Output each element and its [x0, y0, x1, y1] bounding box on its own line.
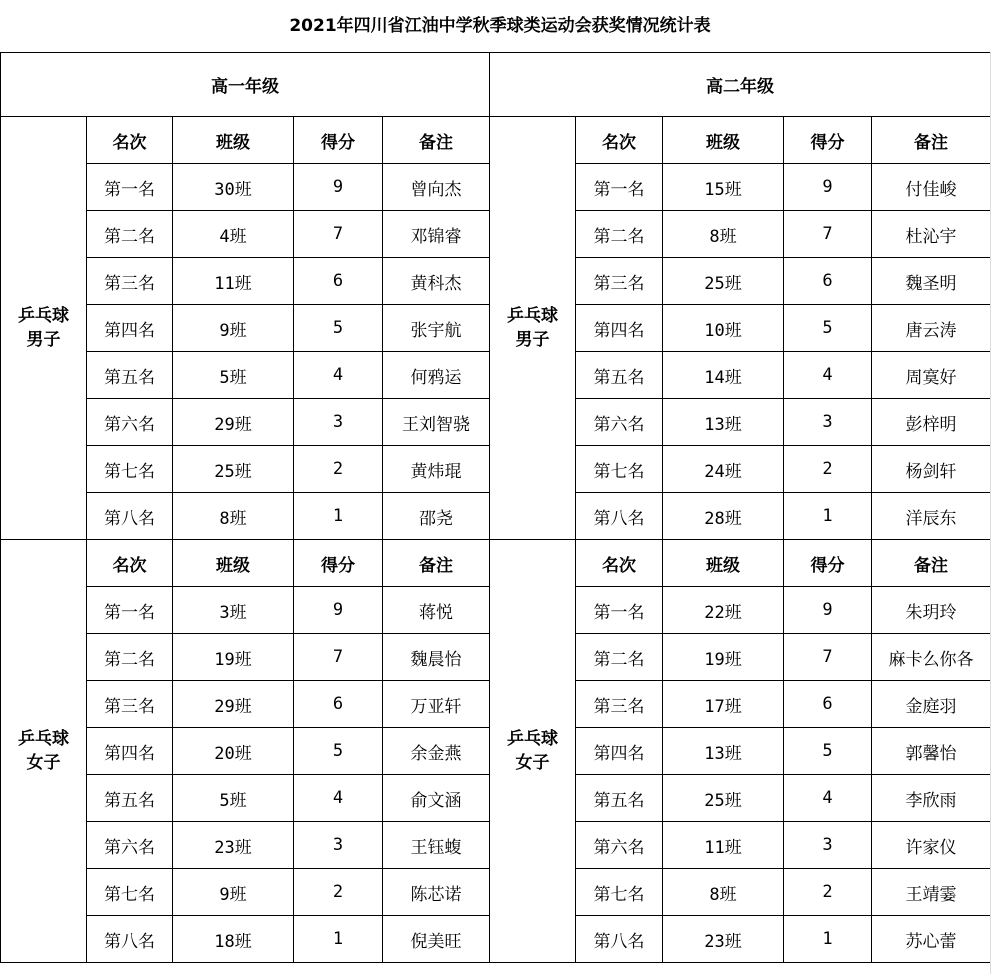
class-cell: 11班 — [173, 258, 294, 305]
note-cell: 付佳峻 — [872, 164, 991, 211]
category-label — [1, 117, 87, 540]
score-cell: 5 — [294, 728, 383, 775]
rank-cell: 第七名 — [87, 869, 173, 916]
rank-cell: 第一名 — [576, 164, 663, 211]
class-cell: 22班 — [663, 587, 784, 634]
score-cell: 7 — [294, 211, 383, 258]
note-cell: 黄炜琨 — [383, 446, 490, 493]
score-cell: 2 — [294, 869, 383, 916]
award-table — [0, 52, 991, 963]
rank-cell: 第三名 — [576, 681, 663, 728]
class-cell: 24班 — [663, 446, 784, 493]
rank-cell: 第五名 — [87, 775, 173, 822]
grade-header-row — [1, 53, 991, 117]
score-cell: 1 — [294, 916, 383, 963]
rank-cell: 第四名 — [87, 305, 173, 352]
note-cell: 洋辰东 — [872, 493, 991, 540]
score-cell: 9 — [784, 587, 872, 634]
score-cell: 9 — [784, 164, 872, 211]
class-header: 班级 — [173, 540, 294, 587]
rank-cell: 第四名 — [576, 728, 663, 775]
score-cell: 4 — [784, 352, 872, 399]
note-cell: 俞文涵 — [383, 775, 490, 822]
class-cell: 8班 — [173, 493, 294, 540]
rank-cell: 第三名 — [87, 681, 173, 728]
note-cell: 麻卡么你各 — [872, 634, 991, 681]
class-cell: 8班 — [663, 869, 784, 916]
rank-cell: 第六名 — [576, 822, 663, 869]
note-cell: 王钰蝮 — [383, 822, 490, 869]
score-cell: 6 — [784, 258, 872, 305]
rank-header: 名次 — [87, 117, 173, 164]
score-header: 得分 — [294, 117, 383, 164]
note-cell: 王靖霎 — [872, 869, 991, 916]
score-cell: 7 — [784, 211, 872, 258]
score-cell: 1 — [294, 493, 383, 540]
score-cell: 2 — [784, 869, 872, 916]
note-cell: 何鸦运 — [383, 352, 490, 399]
class-cell: 17班 — [663, 681, 784, 728]
score-cell: 2 — [784, 446, 872, 493]
note-cell: 倪美旺 — [383, 916, 490, 963]
score-header: 得分 — [784, 540, 872, 587]
note-cell: 曾向杰 — [383, 164, 490, 211]
category-sport: 乒乓球 — [18, 729, 69, 749]
rank-cell: 第五名 — [87, 352, 173, 399]
class-cell: 29班 — [173, 681, 294, 728]
page-title: 2021年四川省江油中学秋季球类运动会获奖情况统计表 — [289, 16, 711, 36]
note-cell: 邓锦睿 — [383, 211, 490, 258]
note-cell: 黄科杰 — [383, 258, 490, 305]
note-cell: 陈芯诺 — [383, 869, 490, 916]
score-header: 得分 — [294, 540, 383, 587]
category-gender: 女子 — [26, 753, 61, 773]
score-cell: 5 — [294, 305, 383, 352]
class-cell: 18班 — [173, 916, 294, 963]
class-cell: 28班 — [663, 493, 784, 540]
note-cell: 朱玥玲 — [872, 587, 991, 634]
rank-cell: 第七名 — [576, 869, 663, 916]
score-cell: 7 — [294, 634, 383, 681]
score-cell: 6 — [294, 681, 383, 728]
score-cell: 2 — [294, 446, 383, 493]
rank-cell: 第六名 — [87, 822, 173, 869]
score-cell: 4 — [784, 775, 872, 822]
note-cell: 杜沁宇 — [872, 211, 991, 258]
class-cell: 23班 — [173, 822, 294, 869]
rank-cell: 第八名 — [87, 916, 173, 963]
rank-header: 名次 — [87, 540, 173, 587]
score-cell: 9 — [294, 164, 383, 211]
class-cell: 5班 — [173, 352, 294, 399]
rank-cell: 第八名 — [87, 493, 173, 540]
note-cell: 蒋悦 — [383, 587, 490, 634]
note-header: 备注 — [383, 540, 490, 587]
note-cell: 彭梓明 — [872, 399, 991, 446]
rank-header: 名次 — [576, 117, 663, 164]
rank-cell: 第二名 — [576, 211, 663, 258]
class-cell: 20班 — [173, 728, 294, 775]
note-cell: 余金燕 — [383, 728, 490, 775]
rank-cell: 第三名 — [87, 258, 173, 305]
rank-cell: 第八名 — [576, 493, 663, 540]
class-cell: 15班 — [663, 164, 784, 211]
rank-cell: 第四名 — [87, 728, 173, 775]
class-cell: 19班 — [663, 634, 784, 681]
rank-cell: 第六名 — [87, 399, 173, 446]
note-cell: 周寞好 — [872, 352, 991, 399]
class-cell: 19班 — [173, 634, 294, 681]
rank-cell: 第二名 — [87, 211, 173, 258]
score-cell: 7 — [784, 634, 872, 681]
class-cell: 13班 — [663, 399, 784, 446]
column-header-row — [1, 540, 991, 587]
note-cell: 万亚轩 — [383, 681, 490, 728]
category-sport: 乒乓球 — [507, 729, 558, 749]
note-cell: 李欣雨 — [872, 775, 991, 822]
rank-cell: 第二名 — [576, 634, 663, 681]
grade-header-1: 高一年级 — [1, 53, 490, 117]
class-cell: 30班 — [173, 164, 294, 211]
class-cell: 9班 — [173, 305, 294, 352]
category-gender: 男子 — [515, 330, 550, 350]
score-cell: 3 — [784, 822, 872, 869]
class-header: 班级 — [663, 540, 784, 587]
class-cell: 4班 — [173, 211, 294, 258]
category-sport: 乒乓球 — [507, 306, 558, 326]
score-cell: 6 — [294, 258, 383, 305]
rank-header: 名次 — [576, 540, 663, 587]
note-cell: 王刘智骁 — [383, 399, 490, 446]
class-cell: 5班 — [173, 775, 294, 822]
note-cell: 魏晨怡 — [383, 634, 490, 681]
class-cell: 9班 — [173, 869, 294, 916]
note-cell: 许家仪 — [872, 822, 991, 869]
class-cell: 10班 — [663, 305, 784, 352]
score-cell: 3 — [784, 399, 872, 446]
rank-cell: 第一名 — [87, 587, 173, 634]
score-cell: 4 — [294, 352, 383, 399]
column-header-row — [1, 117, 991, 164]
note-header: 备注 — [872, 117, 991, 164]
class-cell: 29班 — [173, 399, 294, 446]
rank-cell: 第八名 — [576, 916, 663, 963]
note-cell: 金庭羽 — [872, 681, 991, 728]
note-header: 备注 — [872, 540, 991, 587]
note-header: 备注 — [383, 117, 490, 164]
rank-cell: 第三名 — [576, 258, 663, 305]
score-cell: 1 — [784, 916, 872, 963]
rank-cell: 第四名 — [576, 305, 663, 352]
class-cell: 25班 — [663, 258, 784, 305]
note-cell: 唐云涛 — [872, 305, 991, 352]
class-cell: 13班 — [663, 728, 784, 775]
class-cell: 3班 — [173, 587, 294, 634]
note-cell: 杨剑轩 — [872, 446, 991, 493]
score-cell: 6 — [784, 681, 872, 728]
grade-header-2: 高二年级 — [490, 53, 991, 117]
note-cell: 魏圣明 — [872, 258, 991, 305]
rank-cell: 第五名 — [576, 352, 663, 399]
note-cell: 邵尧 — [383, 493, 490, 540]
score-cell: 5 — [784, 728, 872, 775]
category-gender: 女子 — [515, 753, 550, 773]
class-cell: 8班 — [663, 211, 784, 258]
note-cell: 苏心蕾 — [872, 916, 991, 963]
class-cell: 11班 — [663, 822, 784, 869]
category-label — [490, 117, 576, 540]
class-header: 班级 — [173, 117, 294, 164]
class-header: 班级 — [663, 117, 784, 164]
note-cell: 张宇航 — [383, 305, 490, 352]
class-cell: 23班 — [663, 916, 784, 963]
score-cell: 1 — [784, 493, 872, 540]
rank-cell: 第一名 — [87, 164, 173, 211]
score-cell: 9 — [294, 587, 383, 634]
score-cell: 4 — [294, 775, 383, 822]
rank-cell: 第一名 — [576, 587, 663, 634]
class-cell: 25班 — [173, 446, 294, 493]
category-label — [490, 540, 576, 963]
class-cell: 25班 — [663, 775, 784, 822]
score-cell: 5 — [784, 305, 872, 352]
score-header: 得分 — [784, 117, 872, 164]
class-cell: 14班 — [663, 352, 784, 399]
score-cell: 3 — [294, 822, 383, 869]
rank-cell: 第六名 — [576, 399, 663, 446]
category-label — [1, 540, 87, 963]
category-gender: 男子 — [26, 330, 61, 350]
category-sport: 乒乓球 — [18, 306, 69, 326]
rank-cell: 第七名 — [576, 446, 663, 493]
note-cell: 郭馨怡 — [872, 728, 991, 775]
rank-cell: 第七名 — [87, 446, 173, 493]
rank-cell: 第二名 — [87, 634, 173, 681]
sheet-edge — [990, 52, 1000, 974]
score-cell: 3 — [294, 399, 383, 446]
rank-cell: 第五名 — [576, 775, 663, 822]
